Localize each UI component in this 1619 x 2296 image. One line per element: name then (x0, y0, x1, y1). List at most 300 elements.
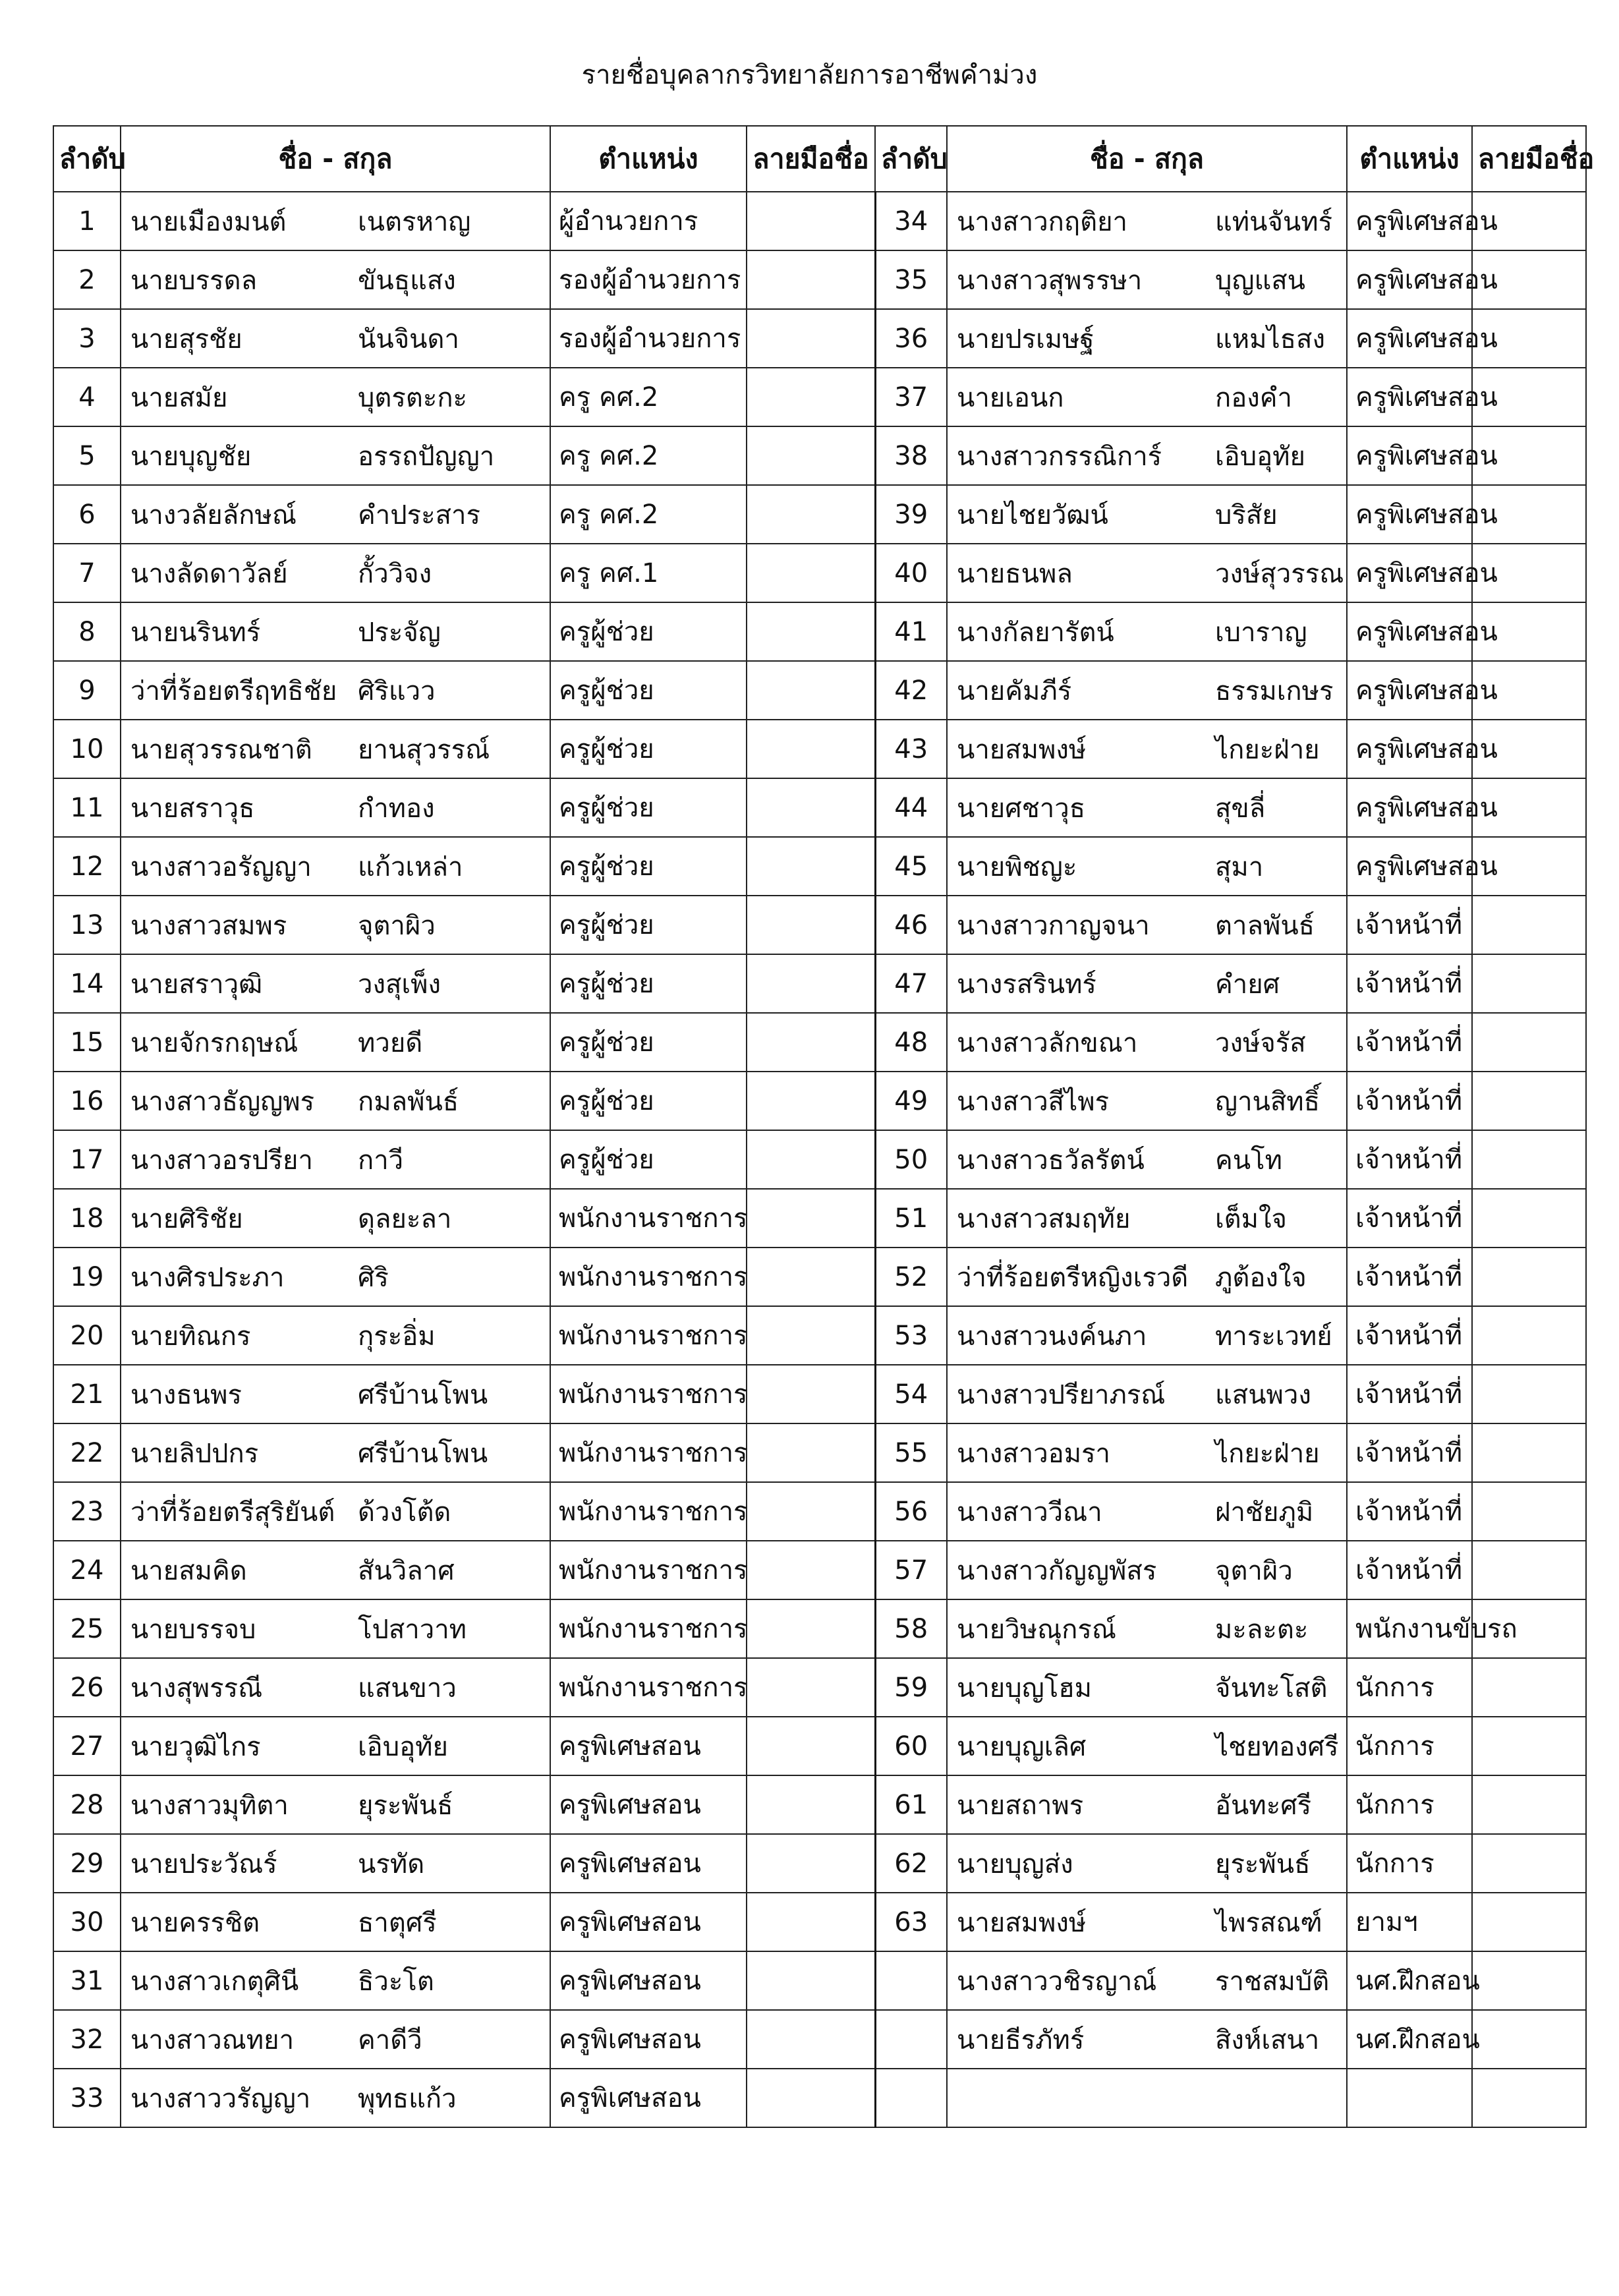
staff-name (947, 837, 1347, 896)
staff-position: พนักงานราชการ (550, 1482, 747, 1541)
staff-name (121, 1013, 550, 1072)
signature-cell[interactable] (1472, 1893, 1586, 1951)
signature-cell[interactable] (747, 485, 875, 544)
staff-name (121, 368, 550, 426)
first-name: นายธีรภัทร์ (957, 2024, 1085, 2055)
table-row (53, 1189, 1586, 1248)
first-name: นางสาวณทยา (130, 2024, 295, 2055)
signature-cell[interactable] (747, 1893, 875, 1951)
signature-cell[interactable] (747, 544, 875, 602)
staff-position: เจ้าหน้าที่ (1347, 1248, 1472, 1306)
staff-position: ครูพิเศษสอน (1347, 368, 1472, 426)
signature-cell[interactable] (1472, 2010, 1586, 2069)
first-name: นายบุญชัย (130, 441, 252, 472)
last-name: มะละตะ (1215, 1614, 1309, 1645)
staff-name (947, 1423, 1347, 1482)
first-name: นายจักรกฤษณ์ (130, 1027, 298, 1058)
staff-name (947, 896, 1347, 954)
table-row (53, 544, 1586, 602)
first-name: นางสาวกัญญพัสร (957, 1555, 1157, 1586)
row-number: 6 (53, 485, 121, 544)
staff-name (947, 2010, 1347, 2069)
signature-cell[interactable] (747, 1013, 875, 1072)
first-name: นายสุวรรณชาติ (130, 734, 312, 765)
signature-cell[interactable] (747, 1130, 875, 1189)
staff-position: ครูพิเศษสอน (550, 2010, 747, 2069)
first-name: นายบุญเลิศ (957, 1731, 1087, 1762)
last-name: ด้วงโต้ด (358, 1497, 451, 1528)
staff-name (121, 954, 550, 1013)
staff-name (947, 1189, 1347, 1248)
row-number: 29 (53, 1834, 121, 1893)
signature-cell[interactable] (1472, 1423, 1586, 1482)
last-name: คำยศ (1215, 969, 1280, 1000)
row-number: 57 (875, 1541, 947, 1599)
header-name: ชื่อ - สกุล (121, 126, 550, 192)
staff-position: นักการ (1347, 1658, 1472, 1717)
header-name: ชื่อ - สกุล (947, 126, 1347, 192)
staff-name (121, 1130, 550, 1189)
header-position: ตำแหน่ง (550, 126, 747, 192)
table-row (53, 1951, 1586, 2010)
row-number: 17 (53, 1130, 121, 1189)
row-number: 45 (875, 837, 947, 896)
staff-name (947, 1893, 1347, 1951)
first-name: นายศิริชัย (130, 1203, 243, 1234)
staff-position: เจ้าหน้าที่ (1347, 1130, 1472, 1189)
last-name: บริสัย (1215, 500, 1278, 531)
staff-position: ครูผู้ช่วย (550, 896, 747, 954)
last-name: สันวิลาศ (358, 1555, 455, 1586)
last-name: ยุระพันธ์ (358, 1790, 453, 1821)
first-name: นางสาวลักขณา (957, 1027, 1138, 1058)
first-name: นายวุฒิไกร (130, 1731, 261, 1762)
row-number: 7 (53, 544, 121, 602)
table-row (53, 2010, 1586, 2069)
last-name: กุระอิ่ม (358, 1321, 436, 1352)
table-row (53, 602, 1586, 661)
last-name: สุมา (1215, 851, 1264, 882)
signature-cell[interactable] (747, 1717, 875, 1775)
signature-cell[interactable] (1472, 1072, 1586, 1130)
staff-name (947, 1072, 1347, 1130)
first-name: นางสุพรรณี (130, 1673, 263, 1704)
signature-cell[interactable] (747, 426, 875, 485)
signature-cell[interactable] (1472, 1365, 1586, 1423)
row-number: 35 (875, 250, 947, 309)
signature-cell[interactable] (747, 1599, 875, 1658)
last-name: แสนพวง (1215, 1379, 1311, 1410)
last-name: คนโท (1215, 1145, 1282, 1176)
staff-name (121, 1365, 550, 1423)
staff-name (121, 1775, 550, 1834)
staff-position: เจ้าหน้าที่ (1347, 954, 1472, 1013)
last-name: กองคำ (1215, 382, 1292, 413)
staff-name (947, 192, 1347, 250)
signature-cell[interactable] (1472, 1189, 1586, 1248)
last-name: นันจินดา (358, 324, 459, 355)
staff-name (947, 602, 1347, 661)
staff-position: พนักงานราชการ (550, 1365, 747, 1423)
row-number: 4 (53, 368, 121, 426)
table-row (53, 1306, 1586, 1365)
signature-cell[interactable] (1472, 954, 1586, 1013)
staff-name (947, 954, 1347, 1013)
staff-name (947, 485, 1347, 544)
last-name: อรรถปัญญา (358, 441, 495, 472)
last-name: ยานสุวรรณ์ (358, 734, 490, 765)
last-name: ศิริ (358, 1262, 389, 1293)
signature-cell[interactable] (1472, 1541, 1586, 1599)
staff-position: นักการ (1347, 1717, 1472, 1775)
first-name: นายบรรดล (130, 265, 258, 296)
table-row (53, 1893, 1586, 1951)
first-name: นายประวัณร์ (130, 1849, 277, 1880)
first-name: นายสมพงษ์ (957, 734, 1087, 765)
staff-position (1347, 2069, 1472, 2127)
signature-cell[interactable] (1472, 1306, 1586, 1365)
staff-name (947, 250, 1347, 309)
staff-name (947, 1365, 1347, 1423)
last-name: จันทะโสติ (1215, 1673, 1328, 1704)
signature-cell[interactable] (747, 1423, 875, 1482)
table-row (53, 1599, 1586, 1658)
row-number: 12 (53, 837, 121, 896)
staff-position: ครู คศ.2 (550, 485, 747, 544)
first-name: นางสาวธัญญพร (130, 1086, 315, 1117)
staff-position: พนักงานราชการ (550, 1423, 747, 1482)
staff-position: ครูพิเศษสอน (550, 1775, 747, 1834)
row-number: 56 (875, 1482, 947, 1541)
staff-position: ครูพิเศษสอน (1347, 778, 1472, 837)
staff-name (121, 309, 550, 368)
staff-name (947, 1306, 1347, 1365)
staff-name (121, 1248, 550, 1306)
first-name: นายศชาวุธ (957, 793, 1086, 824)
signature-cell[interactable] (747, 1482, 875, 1541)
table-row (53, 720, 1586, 778)
staff-name (121, 250, 550, 309)
last-name: ศรีบ้านโพน (358, 1438, 488, 1469)
table-row (53, 192, 1586, 250)
last-name: วงษ์สุวรรณ (1215, 558, 1344, 589)
staff-name (121, 1072, 550, 1130)
first-name: นางลัดดาวัลย์ (130, 558, 288, 589)
last-name: นรทัด (358, 1849, 425, 1880)
first-name: นางสาวธวัลรัตน์ (957, 1145, 1145, 1176)
row-number: 49 (875, 1072, 947, 1130)
table-row (53, 661, 1586, 720)
first-name: นายนรินทร์ (130, 617, 261, 648)
signature-cell[interactable] (747, 1951, 875, 2010)
staff-name (121, 192, 550, 250)
table-row (53, 954, 1586, 1013)
signature-cell[interactable] (747, 602, 875, 661)
signature-cell[interactable] (747, 1072, 875, 1130)
staff-position: ครู คศ.2 (550, 426, 747, 485)
header-signature: ลายมือชื่อ (1472, 126, 1586, 192)
signature-cell[interactable] (747, 837, 875, 896)
staff-name (121, 661, 550, 720)
staff-roster-table (53, 125, 1595, 2128)
staff-name (121, 778, 550, 837)
staff-name (947, 1775, 1347, 1834)
signature-cell[interactable] (747, 1658, 875, 1717)
first-name: นางกัลยารัตน์ (957, 617, 1114, 648)
signature-cell[interactable] (1472, 896, 1586, 954)
staff-position: ครูผู้ช่วย (550, 954, 747, 1013)
last-name: แท่นจันทร์ (1215, 206, 1333, 237)
last-name: แสนขาว (358, 1673, 457, 1704)
row-number (875, 2069, 947, 2127)
header-signature: ลายมือชื่อ (747, 126, 875, 192)
header-row (53, 126, 1586, 192)
staff-name (121, 1599, 550, 1658)
signature-cell[interactable] (1472, 1130, 1586, 1189)
first-name: นายลิปปกร (130, 1438, 259, 1469)
first-name: นางสาวกรรณิการ์ (957, 441, 1162, 472)
last-name: ทาระเวทย์ (1215, 1321, 1332, 1352)
table-row (53, 1658, 1586, 1717)
signature-cell[interactable] (747, 1189, 875, 1248)
staff-name (121, 2010, 550, 2069)
last-name: เอิบอุทัย (1215, 441, 1305, 472)
row-number: 26 (53, 1658, 121, 1717)
signature-cell[interactable] (747, 954, 875, 1013)
staff-position: ครูผู้ช่วย (550, 1130, 747, 1189)
header-no: ลำดับ (53, 126, 121, 192)
first-name: นางศิรประภา (130, 1262, 285, 1293)
last-name: ไกยะฝ่าย (1215, 1438, 1320, 1469)
signature-cell[interactable] (747, 1541, 875, 1599)
first-name: นายสถาพร (957, 1790, 1084, 1821)
row-number: 42 (875, 661, 947, 720)
last-name: วงษ์จรัส (1215, 1027, 1306, 1058)
signature-cell[interactable] (1472, 1717, 1586, 1775)
last-name: คาดีวี (358, 2024, 422, 2055)
row-number: 30 (53, 1893, 121, 1951)
row-number: 28 (53, 1775, 121, 1834)
first-name: นายบุญส่ง (957, 1849, 1073, 1880)
last-name: วงสุเพ็ง (358, 969, 441, 1000)
first-name: นางสาวอรัญญา (130, 851, 312, 882)
signature-cell[interactable] (747, 661, 875, 720)
staff-name (121, 1717, 550, 1775)
signature-cell[interactable] (747, 720, 875, 778)
staff-position: ครูผู้ช่วย (550, 1013, 747, 1072)
first-name: ว่าที่ร้อยตรีสุริยันต์ (130, 1497, 335, 1528)
first-name: นางรสรินทร์ (957, 969, 1096, 1000)
last-name: ธิวะโต (358, 1966, 434, 1997)
staff-position: เจ้าหน้าที่ (1347, 896, 1472, 954)
first-name: นางสาววีณา (957, 1497, 1102, 1528)
signature-cell[interactable] (1472, 1834, 1586, 1893)
first-name: นายบรรจบ (130, 1614, 256, 1645)
first-name: นางสาวเกตุศินี (130, 1966, 299, 1997)
table-row (53, 1365, 1586, 1423)
row-number: 46 (875, 896, 947, 954)
first-name: นางสาวอมรา (957, 1438, 1111, 1469)
staff-position: ครู คศ.2 (550, 368, 747, 426)
staff-position: พนักงานราชการ (550, 1599, 747, 1658)
row-number: 47 (875, 954, 947, 1013)
staff-position: พนักงานราชการ (550, 1541, 747, 1599)
first-name: นายสราวุฒิ (130, 969, 263, 1000)
signature-cell[interactable] (1472, 1951, 1586, 2010)
first-name: นางสาวสมฤทัย (957, 1203, 1131, 1234)
signature-cell[interactable] (747, 1775, 875, 1834)
row-number: 55 (875, 1423, 947, 1482)
staff-position: ครูพิเศษสอน (1347, 250, 1472, 309)
first-name: นางสาวปรียาภรณ์ (957, 1379, 1166, 1410)
row-number: 24 (53, 1541, 121, 1599)
staff-name (947, 720, 1347, 778)
first-name: นายธนพล (957, 558, 1073, 589)
signature-cell[interactable] (1472, 1482, 1586, 1541)
staff-position: ครูผู้ช่วย (550, 1072, 747, 1130)
last-name: ยุระพันธ์ (1215, 1849, 1311, 1880)
header-position: ตำแหน่ง (1347, 126, 1472, 192)
row-number: 8 (53, 602, 121, 661)
staff-position: เจ้าหน้าที่ (1347, 1482, 1472, 1541)
signature-cell[interactable] (747, 778, 875, 837)
signature-cell[interactable] (1472, 1248, 1586, 1306)
signature-cell[interactable] (747, 192, 875, 250)
row-number: 51 (875, 1189, 947, 1248)
staff-position: ครูพิเศษสอน (550, 1717, 747, 1775)
staff-position: ครูพิเศษสอน (1347, 426, 1472, 485)
signature-cell[interactable] (747, 1306, 875, 1365)
signature-cell[interactable] (747, 368, 875, 426)
table-row (53, 1130, 1586, 1189)
row-number: 33 (53, 2069, 121, 2127)
row-number: 27 (53, 1717, 121, 1775)
last-name: บุญแสน (1215, 265, 1306, 296)
signature-cell[interactable] (747, 1365, 875, 1423)
row-number (875, 1951, 947, 2010)
row-number: 58 (875, 1599, 947, 1658)
table-row (53, 1775, 1586, 1834)
staff-position: ครูพิเศษสอน (1347, 602, 1472, 661)
last-name: ญานสิทธิ์ (1215, 1086, 1321, 1117)
last-name: สุขลี่ (1215, 793, 1266, 824)
first-name: นางสาวสมพร (130, 910, 287, 941)
last-name: เบาราญ (1215, 617, 1307, 648)
row-number: 59 (875, 1658, 947, 1717)
row-number: 16 (53, 1072, 121, 1130)
staff-position: นักการ (1347, 1775, 1472, 1834)
last-name: ดุลยะลา (358, 1203, 452, 1234)
first-name: นายทิณกร (130, 1321, 251, 1352)
staff-position: ครูพิเศษสอน (1347, 309, 1472, 368)
row-number: 40 (875, 544, 947, 602)
staff-position: ครูพิเศษสอน (1347, 837, 1472, 896)
row-number: 60 (875, 1717, 947, 1775)
signature-cell[interactable] (1472, 1775, 1586, 1834)
row-number: 18 (53, 1189, 121, 1248)
table-row (53, 1013, 1586, 1072)
last-name: ราชสมบัติ (1215, 1966, 1330, 1997)
row-number: 52 (875, 1248, 947, 1306)
signature-cell[interactable] (747, 1834, 875, 1893)
staff-position: ครูพิเศษสอน (550, 1951, 747, 2010)
signature-cell[interactable] (747, 896, 875, 954)
staff-name (121, 720, 550, 778)
staff-position: พนักงานราชการ (550, 1248, 747, 1306)
first-name: ว่าที่ร้อยตรีหญิงเรวดี (957, 1262, 1189, 1293)
staff-position: พนักงานราชการ (550, 1189, 747, 1248)
staff-name (947, 368, 1347, 426)
staff-position: ครู คศ.1 (550, 544, 747, 602)
staff-position: เจ้าหน้าที่ (1347, 1541, 1472, 1599)
staff-position: เจ้าหน้าที่ (1347, 1365, 1472, 1423)
last-name: แก้วเหล่า (358, 851, 463, 882)
signature-cell[interactable] (747, 2069, 875, 2127)
staff-position: นศ.ฝึกสอน (1347, 1951, 1472, 2010)
staff-position: พนักงานขับรถ (1347, 1599, 1472, 1658)
staff-name (121, 485, 550, 544)
table-row (53, 1541, 1586, 1599)
signature-cell[interactable] (1472, 1013, 1586, 1072)
row-number: 62 (875, 1834, 947, 1893)
table-row (53, 837, 1586, 896)
staff-name (121, 1951, 550, 2010)
table-row (53, 896, 1586, 954)
staff-position: เจ้าหน้าที่ (1347, 1423, 1472, 1482)
document-title: รายชื่อบุคลากรวิทยาลัยการอาชีพคำม่วง (581, 60, 1038, 90)
signature-cell[interactable] (747, 309, 875, 368)
staff-name (121, 1658, 550, 1717)
first-name: ว่าที่ร้อยตรีฤทธิชัย (130, 675, 337, 706)
first-name: นางธนพร (130, 1379, 242, 1410)
first-name: นายสมัย (130, 382, 228, 413)
last-name: เนตรหาญ (358, 206, 471, 237)
last-name: ขันธุแสง (358, 265, 456, 296)
staff-position: ครูพิเศษสอน (1347, 544, 1472, 602)
staff-name (121, 1189, 550, 1248)
signature-cell[interactable] (1472, 1658, 1586, 1717)
table-row (53, 2069, 1586, 2127)
signature-cell[interactable] (747, 250, 875, 309)
row-number: 50 (875, 1130, 947, 1189)
staff-name (947, 1541, 1347, 1599)
table-row (53, 1248, 1586, 1306)
staff-position: ครูพิเศษสอน (1347, 720, 1472, 778)
last-name: แหมไธสง (1215, 324, 1325, 355)
row-number: 13 (53, 896, 121, 954)
signature-cell[interactable] (747, 1248, 875, 1306)
staff-position: รองผู้อำนวยการ (550, 250, 747, 309)
staff-position: นศ.ฝึกสอน (1347, 2010, 1472, 2069)
row-number: 61 (875, 1775, 947, 1834)
first-name: นายสมพงษ์ (957, 1907, 1087, 1938)
first-name: นายสราวุธ (130, 793, 255, 824)
row-number: 15 (53, 1013, 121, 1072)
staff-position: ครูผู้ช่วย (550, 720, 747, 778)
table-row (53, 485, 1586, 544)
signature-cell[interactable] (1472, 2069, 1586, 2127)
row-number: 32 (53, 2010, 121, 2069)
signature-cell[interactable] (747, 2010, 875, 2069)
staff-position: ครูพิเศษสอน (550, 2069, 747, 2127)
first-name: นายครรชิต (130, 1907, 260, 1938)
staff-name (121, 426, 550, 485)
last-name: ประจัญ (358, 617, 441, 648)
staff-position: ครูผู้ช่วย (550, 602, 747, 661)
last-name: สิงห์เสนา (1215, 2024, 1320, 2055)
staff-name (947, 1130, 1347, 1189)
first-name: นายพิชญะ (957, 851, 1077, 882)
